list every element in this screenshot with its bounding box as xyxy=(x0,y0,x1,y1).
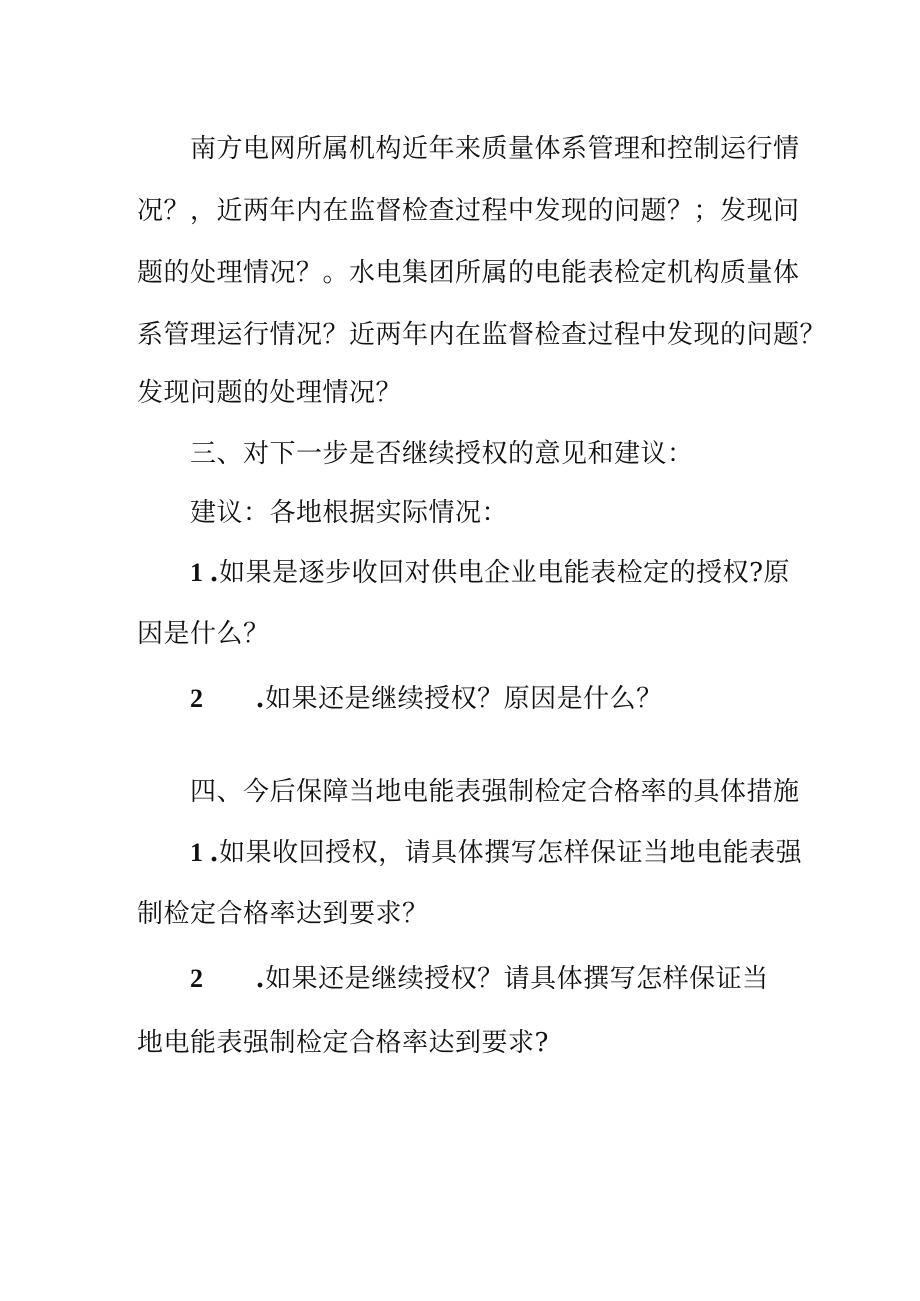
paragraph-line: 况？，近两年内在监督检查过程中发现的问题？；发现问 xyxy=(137,196,800,226)
list-text: 如果还是继续授权？请具体撰写怎样保证当 xyxy=(265,964,769,994)
list-item-1: 1 .如果收回授权，请具体撰写怎样保证当地电能表强 xyxy=(190,838,803,868)
paragraph-line: 题的处理情况？。水电集团所属的电能表检定机构质量体 xyxy=(137,258,800,288)
list-number: 2 xyxy=(190,684,204,713)
list-number: 2 xyxy=(190,964,204,993)
section-heading-4: 四、今后保障当地电能表强制检定合格率的具体措施 xyxy=(190,777,800,807)
list-text: 如果是逐步收回对供电企业电能表检定的授权?原 xyxy=(219,558,791,588)
list-item-2: 2 .如果还是继续授权？原因是什么？ xyxy=(190,684,663,714)
list-number: 1 xyxy=(190,558,204,587)
list-item-2: 2 .如果还是继续授权？请具体撰写怎样保证当 xyxy=(190,964,769,994)
paragraph-line: 南方电网所属机构近年来质量体系管理和控制运行情 xyxy=(190,134,800,164)
list-item-1: 1 .如果是逐步收回对供电企业电能表检定的授权?原 xyxy=(190,558,791,588)
list-item-continuation: 地电能表强制检定合格率达到要求? xyxy=(137,1028,549,1058)
list-item-continuation: 因是什么？ xyxy=(137,619,270,649)
recommendation-intro: 建议：各地根据实际情况： xyxy=(190,498,509,528)
list-item-continuation: 制检定合格率达到要求？ xyxy=(137,899,429,929)
list-number: 1 xyxy=(190,838,204,867)
list-text: 如果还是继续授权？原因是什么？ xyxy=(265,684,663,714)
paragraph-line: 系管理运行情况？近两年内在监督检查过程中发现的问题？ xyxy=(137,320,827,350)
section-heading-3: 三、对下一步是否继续授权的意见和建议： xyxy=(190,439,694,469)
paragraph-line: 发现问题的处理情况？ xyxy=(137,378,403,408)
list-text: 如果收回授权，请具体撰写怎样保证当地电能表强 xyxy=(219,838,803,868)
